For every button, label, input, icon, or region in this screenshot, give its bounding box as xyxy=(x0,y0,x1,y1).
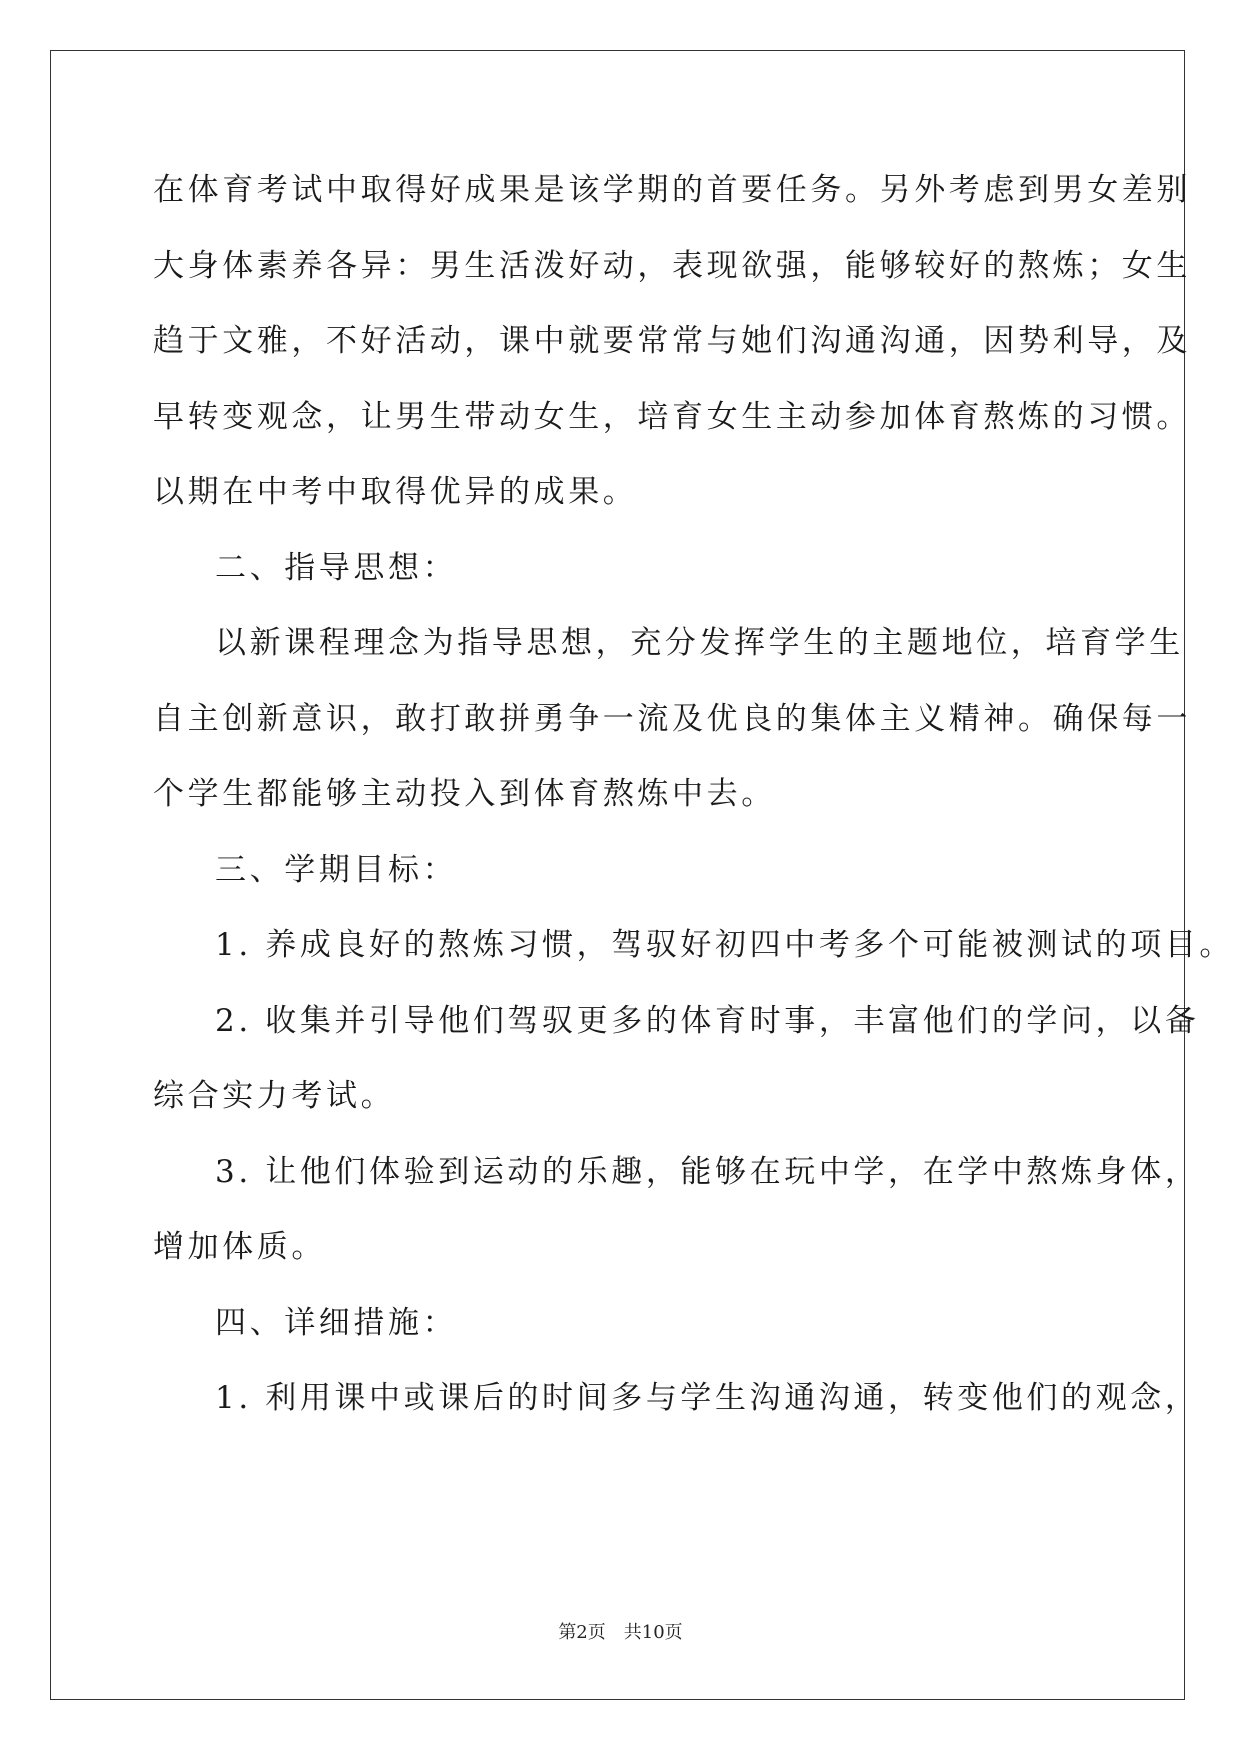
text-line: 1. 养成良好的熬炼习惯，驾驭好初四中考多个可能被测试的项目。 xyxy=(215,927,1235,963)
text-line: 三、学期目标： xyxy=(215,851,458,888)
text-line: 二、指导思想： xyxy=(215,549,458,586)
text-line: 早转变观念，让男生带动女生，培育女生主动参加体育熬炼的习惯。 xyxy=(153,398,1191,435)
text-line: 1. 利用课中或课后的时间多与学生沟通沟通，转变他们的观念， xyxy=(215,1380,1200,1416)
text-line: 自主创新意识，敢打敢拼勇争一流及优良的集体主义精神。确保每一 xyxy=(153,700,1191,737)
text-line: 以新课程理念为指导思想，充分发挥学生的主题地位，培育学生 xyxy=(215,625,1184,661)
text-line: 大身体素养各异：男生活泼好动，表现欲强，能够较好的熬炼；女生 xyxy=(153,247,1191,284)
text-line: 2. 收集并引导他们驾驭更多的体育时事，丰富他们的学问，以备 xyxy=(215,1002,1200,1039)
document-body xyxy=(153,165,1235,1449)
page-number-current: 第2页 xyxy=(558,1622,606,1643)
text-line: 综合实力考试。 xyxy=(153,1078,396,1114)
text-line: 趋于文雅，不好活动，课中就要常常与她们沟通沟通，因势利导，及 xyxy=(153,323,1191,359)
text-line: 四、详细措施： xyxy=(215,1304,458,1341)
text-line: 3. 让他们体验到运动的乐趣，能够在玩中学，在学中熬炼身体， xyxy=(215,1153,1200,1190)
text-line: 在体育考试中取得好成果是该学期的首要任务。另外考虑到男女差别 xyxy=(153,172,1191,208)
text-line: 增加体质。 xyxy=(153,1229,326,1265)
text-line: 以期在中考中取得优异的成果。 xyxy=(153,474,638,510)
page-footer xyxy=(0,1618,1241,1644)
text-line: 个学生都能够主动投入到体育熬炼中去。 xyxy=(153,776,776,812)
page-number-total: 共10页 xyxy=(623,1622,683,1643)
